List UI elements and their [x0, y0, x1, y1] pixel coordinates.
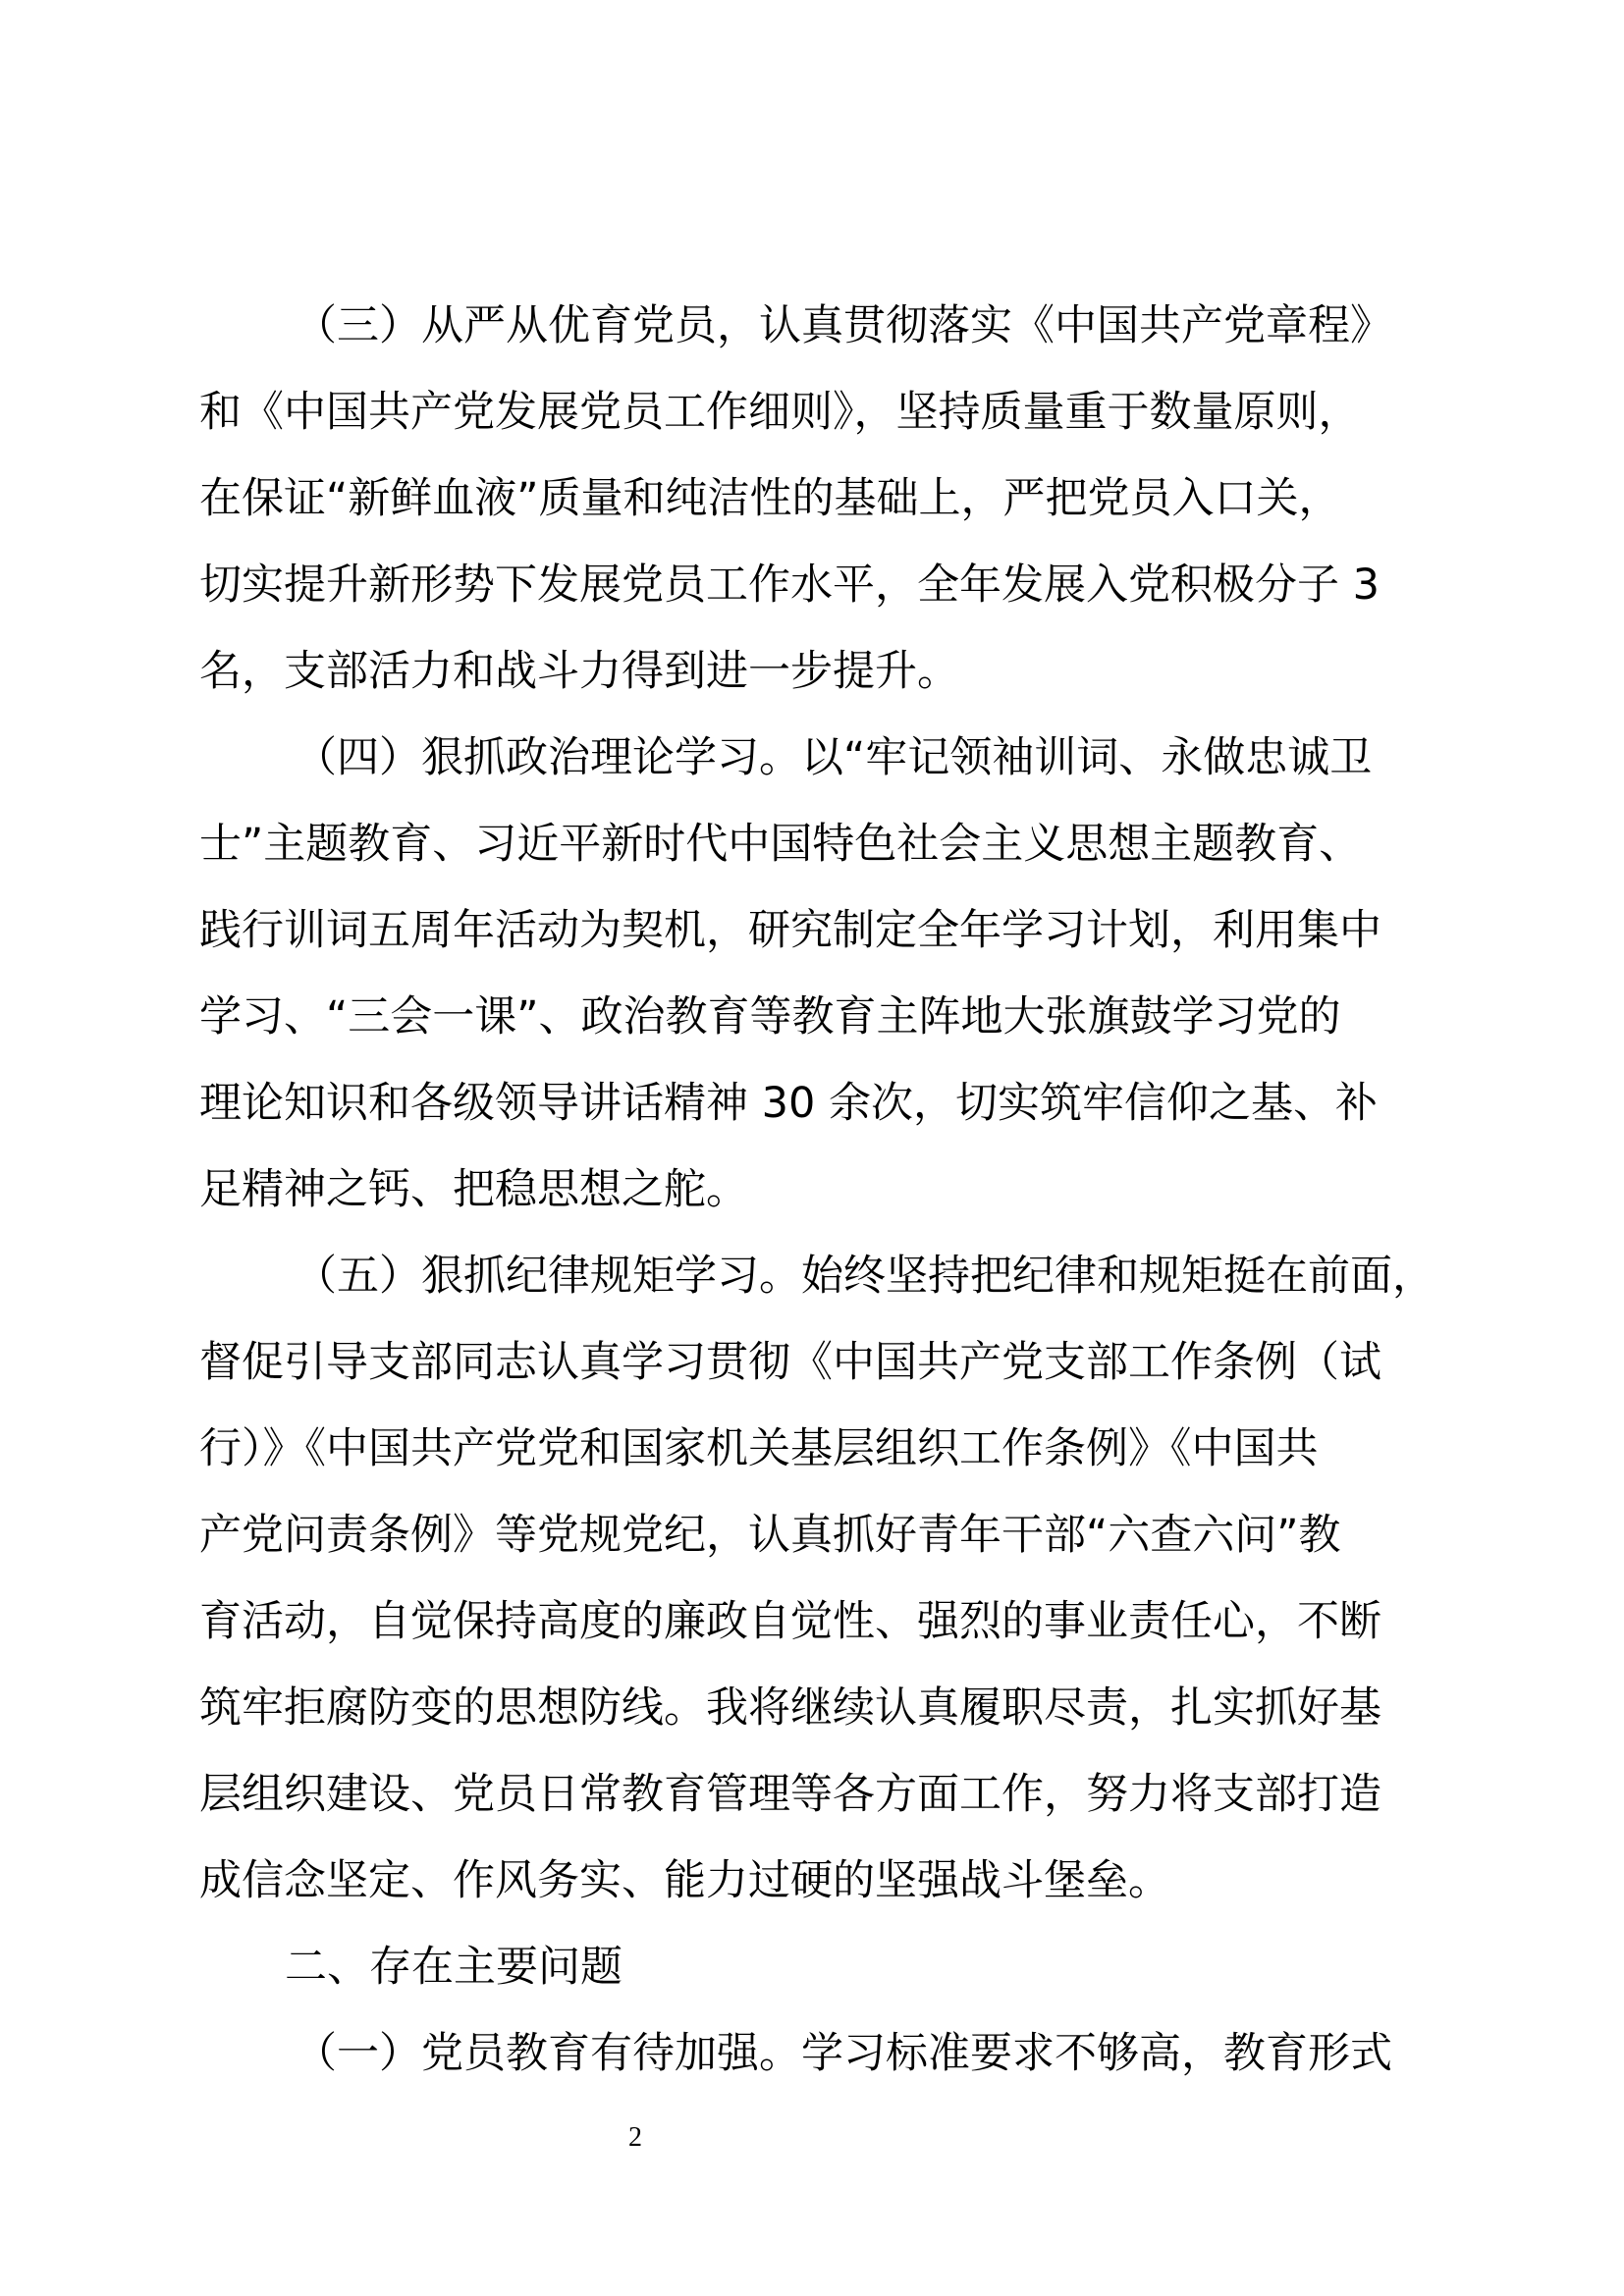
paragraph-5-line-7: 层组织建设、党员日常教育管理等各方面工作，努力将支部打造 [199, 1770, 1381, 1819]
paragraph-5-line-8: 成信念坚定、作风务实、能力过硬的坚强战斗堡垒。 [199, 1856, 1170, 1905]
paragraph-4-line-4: 学习、“三会一课”、政治教育等教育主阵地大张旗鼓学习党的 [199, 992, 1341, 1041]
paragraph-3-line-3: 在保证“新鲜血液”质量和纯洁性的基础上，严把党员入口关， [199, 474, 1341, 523]
paragraph-6-line-1: （一）党员教育有待加强。学习标准要求不够高，教育形式 [295, 2029, 1392, 2078]
paragraph-5-line-1: （五）狠抓纪律规矩学习。始终坚持把纪律和规矩挺在前面， [295, 1252, 1435, 1301]
paragraph-5-line-5: 育活动，自觉保持高度的廉政自觉性、强烈的事业责任心，不断 [199, 1597, 1381, 1646]
paragraph-4-line-5: 理论知识和各级领导讲话精神 30 余次，切实筑牢信仰之基、补 [199, 1079, 1379, 1128]
paragraph-3-line-4: 切实提升新形势下发展党员工作水平，全年发展入党积极分子 3 [199, 561, 1380, 610]
paragraph-4-line-6: 足精神之钙、把稳思想之舵。 [199, 1165, 748, 1214]
paragraph-4-line-2: 士”主题教育、习近平新时代中国特色社会主义思想主题教育、 [199, 820, 1362, 869]
paragraph-5-line-3: 行）》《中国共产党党和国家机关基层组织工作条例》《中国共 [199, 1424, 1319, 1473]
paragraph-5-line-2: 督促引导支部同志认真学习贯彻《中国共产党支部工作条例（试 [199, 1338, 1381, 1387]
paragraph-5-line-6: 筑牢拒腐防变的思想防线。我将继续认真履职尽责，扎实抓好基 [199, 1683, 1381, 1733]
paragraph-3-line-2: 和《中国共产党发展党员工作细则》，坚持质量重于数量原则， [199, 388, 1361, 437]
paragraph-3-line-5: 名，支部活力和战斗力得到进一步提升。 [199, 647, 959, 696]
paragraph-4-line-3: 践行训词五周年活动为契机，研究制定全年学习计划，利用集中 [199, 906, 1381, 955]
paragraph-5-line-4: 产党问责条例》等党规党纪，认真抓好青年干部“六查六问”教 [199, 1511, 1341, 1560]
paragraph-3-line-1: （三）从严从优育党员，认真贯彻落实《中国共产党章程》 [295, 301, 1392, 350]
page-number: 2 [628, 2122, 642, 2153]
section-heading: 二、存在主要问题 [285, 1943, 623, 1992]
paragraph-4-line-1: （四）狠抓政治理论学习。以“牢记领袖训词、永做忠诚卫 [295, 733, 1373, 782]
